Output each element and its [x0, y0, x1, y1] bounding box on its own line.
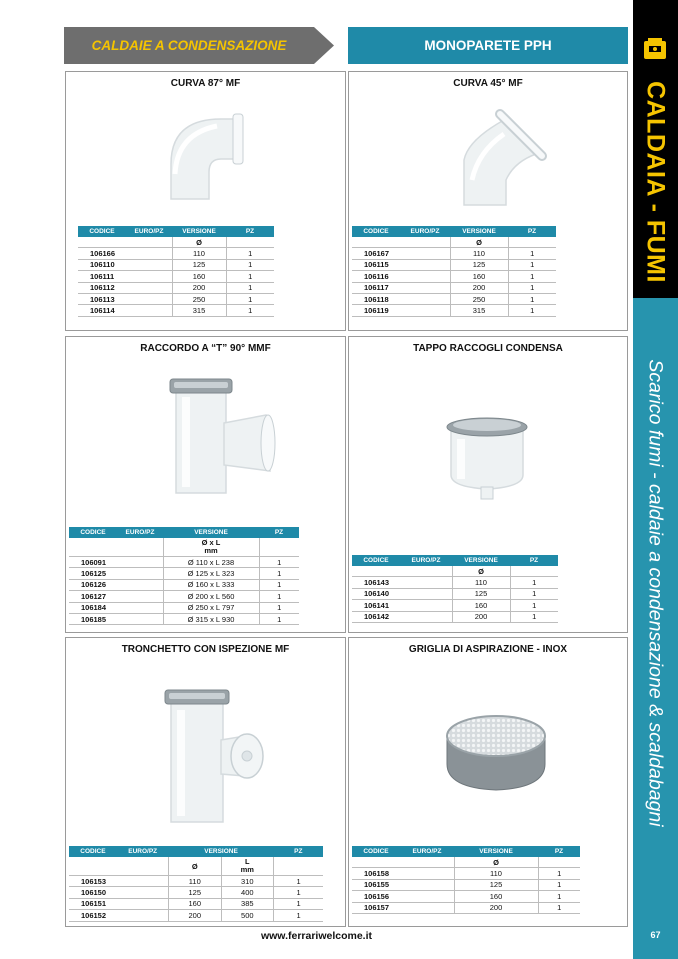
boiler-icon: [641, 36, 669, 62]
col-qty: PZ: [508, 226, 556, 237]
tee-fitting-image: [166, 375, 281, 495]
side-strip-bottom: [633, 298, 678, 959]
product-curva-87: [65, 71, 346, 331]
sub-header: Ø: [450, 237, 508, 248]
col-version: VERSIONE: [172, 226, 226, 237]
table-row: 106118 250 1: [352, 293, 556, 304]
table-row: 106125 Ø 125 x L 323 1: [69, 568, 299, 579]
table-row: 106150 125 400 1: [69, 887, 323, 898]
product-griglia: [348, 637, 628, 927]
product-tronchetto: [65, 637, 346, 927]
table-row: 106152 200 500 1: [69, 910, 323, 921]
col-price: EURO/PZ: [400, 846, 454, 857]
side-title-label: CALDAIA - FUMI: [641, 81, 670, 283]
table-row: 106184 Ø 250 x L 797 1: [69, 602, 299, 613]
product-title: GRIGLIA DI ASPIRAZIONE - INOX: [408, 644, 568, 655]
col-code: CODICE: [352, 555, 400, 566]
table-row: 106166 110 1: [78, 248, 274, 259]
category-banner-label: CALDAIE A CONDENSAZIONE: [91, 38, 287, 53]
spec-table: [352, 846, 580, 914]
inspection-pipe-image: [161, 686, 271, 826]
col-price: EURO/PZ: [400, 226, 450, 237]
col-qty: PZ: [510, 555, 558, 566]
product-title: TRONCHETTO CON ISPEZIONE MF: [121, 644, 290, 655]
col-price: EURO/PZ: [126, 226, 172, 237]
product-curva-45: [348, 71, 628, 331]
table-row: 106111 160 1: [78, 271, 274, 282]
side-subtitle: [633, 298, 678, 888]
spec-table: [78, 226, 274, 317]
table-row: 106117 200 1: [352, 282, 556, 293]
product-title: TAPPO RACCOGLI CONDENSA: [413, 343, 563, 354]
side-subtitle-label: Scarico fumi - caldaie a condensazione & scaldabagni: [644, 359, 667, 827]
col-version: VERSIONE: [454, 846, 538, 857]
table-row: 106115 125 1: [352, 259, 556, 270]
product-title: CURVA 87° MF: [170, 78, 241, 89]
spec-table: [352, 226, 556, 317]
spec-table: [69, 846, 323, 922]
subcategory-banner: MONOPARETE PPH: [348, 27, 628, 64]
col-qty: PZ: [259, 527, 299, 538]
elbow-45-image: [444, 100, 554, 210]
col-code: CODICE: [352, 846, 400, 857]
col-version: VERSIONE: [169, 846, 274, 857]
spec-table: [69, 527, 299, 625]
table-row: 106157 200 1: [352, 902, 580, 913]
sub-header: Ø: [172, 237, 226, 248]
sub-header-length: L mm: [221, 857, 274, 876]
table-row: 106116 160 1: [352, 271, 556, 282]
category-banner: [64, 27, 334, 64]
table-row: 106143 110 1: [352, 577, 558, 588]
sub-header-diameter: Ø: [169, 857, 222, 876]
table-row: 106114 315 1: [78, 305, 274, 316]
page-number: 67: [650, 930, 661, 940]
col-qty: PZ: [538, 846, 580, 857]
condensate-cap-image: [437, 407, 537, 507]
col-price: EURO/PZ: [400, 555, 452, 566]
table-row: 106156 160 1: [352, 891, 580, 902]
table-row: 106113 250 1: [78, 293, 274, 304]
table-row: 106155 125 1: [352, 879, 580, 890]
col-code: CODICE: [69, 527, 117, 538]
col-qty: PZ: [274, 846, 323, 857]
col-price: EURO/PZ: [117, 527, 163, 538]
table-row: 106126 Ø 160 x L 333 1: [69, 579, 299, 590]
table-row: 106127 Ø 200 x L 560 1: [69, 591, 299, 602]
table-row: 106142 200 1: [352, 611, 558, 622]
table-row: 106153 110 310 1: [69, 876, 323, 887]
table-row: 106091 Ø 110 x L 238 1: [69, 557, 299, 568]
table-row: 106167 110 1: [352, 248, 556, 259]
side-title: [633, 70, 678, 295]
table-row: 106110 125 1: [78, 259, 274, 270]
table-row: 106141 160 1: [352, 600, 558, 611]
grille-image: [441, 708, 551, 798]
col-code: CODICE: [78, 226, 126, 237]
table-row: 106112 200 1: [78, 282, 274, 293]
footer-website: www.ferrariwelcome.it: [260, 930, 373, 942]
table-row: 106158 110 1: [352, 868, 580, 879]
table-row: 106151 160 385 1: [69, 898, 323, 909]
sub-header: Ø: [454, 857, 538, 868]
side-strip-top: [633, 0, 678, 298]
product-tappo: [348, 336, 628, 633]
table-row: 106119 315 1: [352, 305, 556, 316]
sub-header: Ø x L mm: [163, 538, 259, 557]
col-version: VERSIONE: [450, 226, 508, 237]
col-code: CODICE: [69, 846, 117, 857]
product-raccordo-t: [65, 336, 346, 633]
col-price: EURO/PZ: [117, 846, 169, 857]
col-version: VERSIONE: [163, 527, 259, 538]
table-row: 106185 Ø 315 x L 930 1: [69, 613, 299, 624]
product-title: RACCORDO A “T” 90° MMF: [140, 343, 271, 354]
col-version: VERSIONE: [452, 555, 510, 566]
sub-header: Ø: [452, 566, 510, 577]
spec-table: [352, 555, 558, 623]
col-qty: PZ: [226, 226, 274, 237]
table-row: 106140 125 1: [352, 588, 558, 599]
col-code: CODICE: [352, 226, 400, 237]
product-title: CURVA 45° MF: [453, 78, 523, 89]
elbow-87-image: [151, 104, 251, 204]
